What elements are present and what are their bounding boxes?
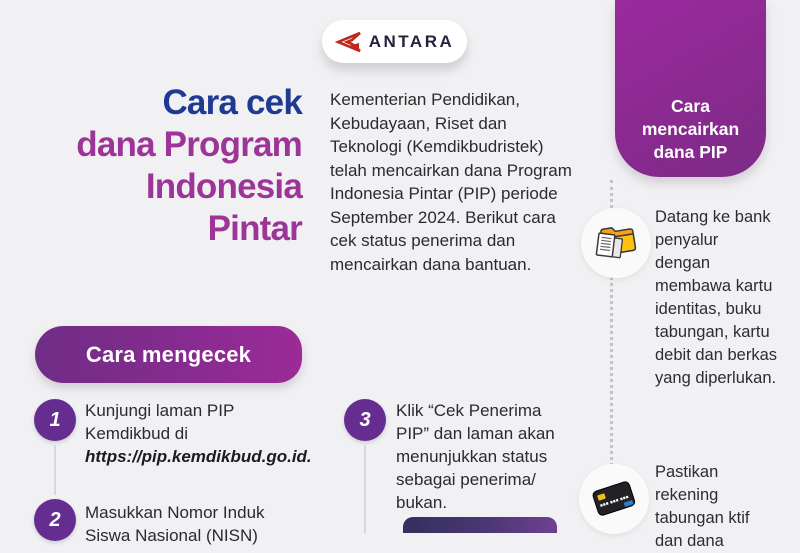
- disbursement-header-panel: [615, 0, 766, 177]
- antara-wordmark: ANTARA: [368, 31, 455, 51]
- step-2-badge: [34, 499, 76, 541]
- step-connector-3-4: [364, 445, 366, 533]
- step-3-badge: [344, 399, 386, 441]
- disbursement-item-1-text: Datang ke bank penyalur dengan membawa kartu identitas, buku tabungan, kartu debit dan berkas yang diperlukan.: [655, 208, 778, 387]
- step-3-number: 3: [359, 408, 371, 431]
- disbursement-item-2-text: Pastikan rekening tabungan ktif dan dana: [655, 463, 750, 550]
- pip-kemdikbud-url: https://pip.kemdikbud.go.id.: [85, 447, 312, 466]
- page-title: [18, 82, 302, 250]
- check-section-header-label: Cara mengecek: [85, 341, 252, 367]
- title-line-4: Pintar: [207, 209, 302, 248]
- status-result-box-partial: [403, 517, 557, 533]
- disbursement-header-label: Cara mencairkan dana PIP: [641, 96, 740, 162]
- check-section-header: [35, 326, 302, 383]
- intro-paragraph: Kementerian Pendidikan, Kebudayaan, Riset dan Teknologi (Kemdikbudristek) telah mencairkan dana Program Indonesia Pintar (PIP) periode September 2024. Berikut cara cek status penerima dan mencairkan dana bantuan.: [330, 90, 572, 274]
- antara-arrow-icon: [335, 31, 361, 53]
- title-line-2: dana Program: [76, 125, 302, 164]
- debit-card-icon: [579, 464, 649, 534]
- step-1-number: 1: [49, 408, 61, 431]
- title-line-1: Cara cek: [162, 83, 302, 122]
- title-line-3: Indonesia: [145, 167, 302, 206]
- step-1-text: Kunjungi laman PIP Kemdikbud di https://pip.kemdikbud.go.id.: [85, 401, 312, 466]
- folder-documents-icon: [581, 208, 651, 278]
- step-3-text: Klik “Cek Penerima PIP” dan laman akan menunjukkan status sebagai penerima/ bukan.: [396, 401, 555, 512]
- step-2-number: 2: [49, 508, 61, 531]
- step-2-text: Masukkan Nomor Induk Siswa Nasional (NISN): [85, 503, 265, 545]
- step-connector-1-2: [54, 445, 56, 495]
- step-1-badge: [34, 399, 76, 441]
- antara-logo: [322, 20, 467, 63]
